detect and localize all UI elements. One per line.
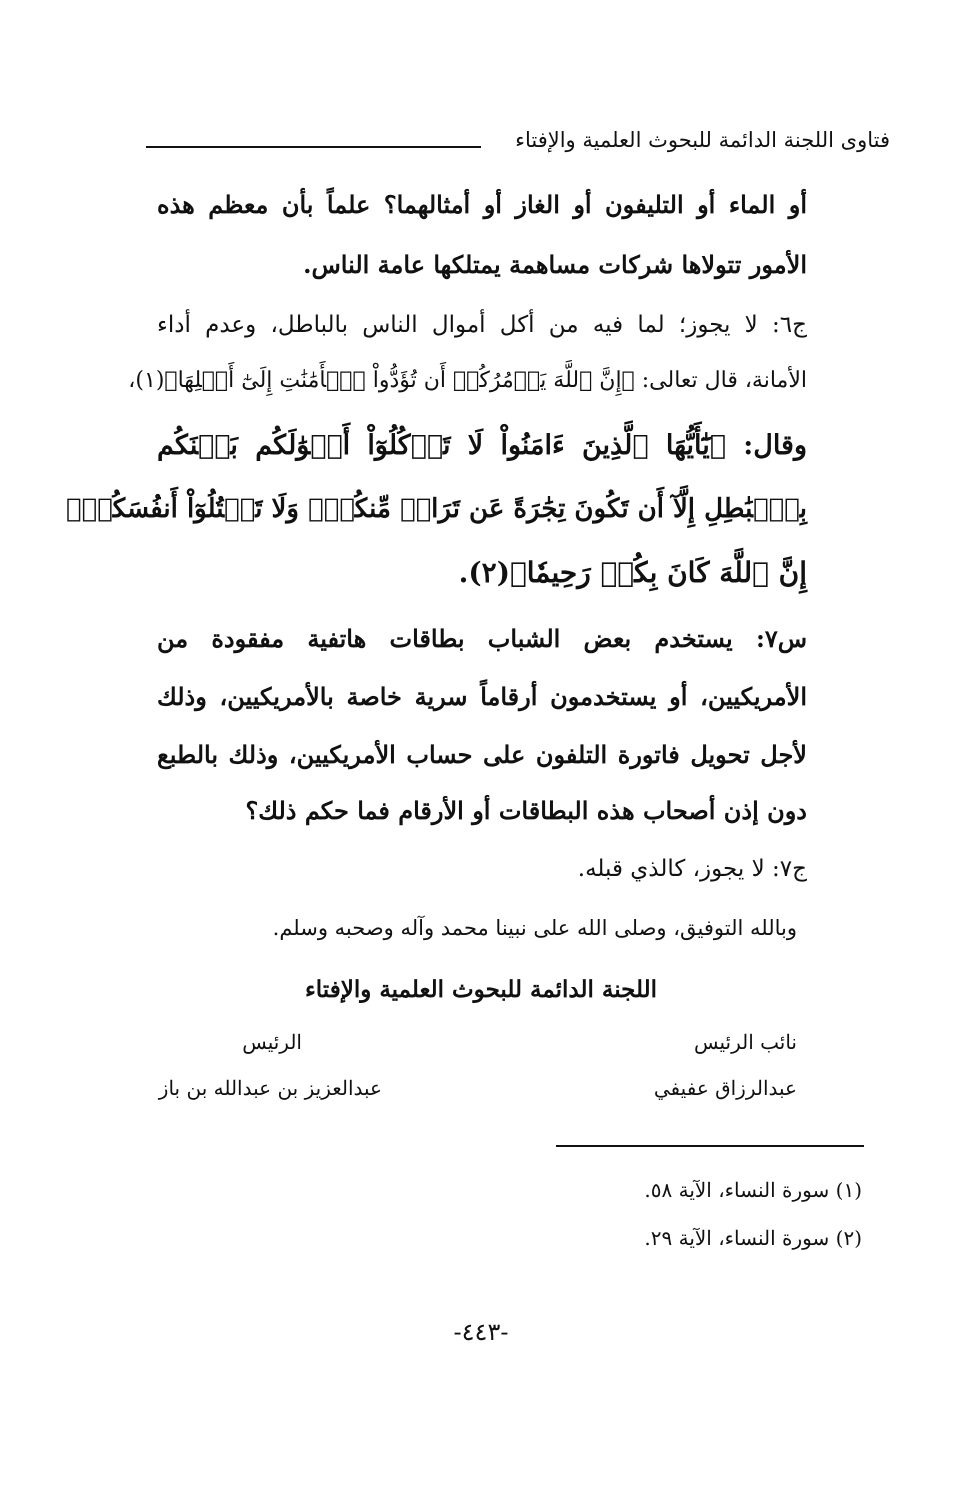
chair-title: الرئيس bbox=[242, 1030, 302, 1054]
question-continuation-line-1: أو الماء أو التليفون أو الغاز أو أمثالهما؟ علماً بأن معظم هذه bbox=[157, 190, 807, 219]
question-continuation-line-2: الأمور تتولاها شركات مساهمة يمتلكها عامة الناس. bbox=[303, 250, 807, 279]
header-rule bbox=[146, 146, 481, 148]
answer-6-line-4: بِٱلۡبَٰطِلِ إِلَّآ أَن تَكُونَ تِجَٰرَةً عَن تَرَاضٖ مِّنكُمۡۚ وَلَا تَقۡتُلُوٓاْ أَنفُسَكُمۡۚ bbox=[65, 494, 807, 524]
footnote-rule bbox=[556, 1145, 864, 1147]
answer-6-line-2: الأمانة، قال تعالى: ﴿إِنَّ ٱللَّهَ يَأۡمُرُكُمۡ أَن تُؤَدُّواْ ٱلۡأَمَٰنَٰتِ إِلَىٰٓ أَهۡلِهَا﴾(١)، bbox=[128, 368, 807, 393]
question-7-line-2: الأمريكيين، أو يستخدمون أرقاماً سرية خاصة بالأمريكيين، وذلك bbox=[157, 682, 807, 711]
closing-line: وبالله التوفيق، وصلى الله على نبينا محمد وآله وصحبه وسلم. bbox=[272, 916, 797, 940]
answer-6-line-5: إِنَّ ٱللَّهَ كَانَ بِكُمۡ رَحِيمٗا﴾(٢). bbox=[458, 556, 807, 589]
question-7-line-4: دون إذن أصحاب هذه البطاقات أو الأرقام فما حكم ذلك؟ bbox=[245, 796, 807, 825]
question-7-line-3: لأجل تحويل فاتورة التلفون على حساب الأمريكيين، وذلك بالطبع bbox=[157, 740, 807, 769]
footnote-2: (٢) سورة النساء، الآية ٢٩. bbox=[644, 1226, 862, 1250]
answer-6-line-3: وقال: ﴿يَٰٓأَيُّهَا ٱلَّذِينَ ءَامَنُواْ لَا تَأۡكُلُوٓاْ أَمۡوَٰلَكُم بَيۡنَكُم bbox=[157, 430, 807, 461]
question-7-line-1: س٧: يستخدم بعض الشباب بطاقات هاتفية مفقودة من bbox=[157, 624, 807, 653]
committee-name: اللجنة الدائمة للبحوث العلمية والإفتاء bbox=[304, 976, 658, 1003]
page-number: -٤٤٣- bbox=[453, 1318, 509, 1346]
deputy-title: نائب الرئيس bbox=[693, 1030, 797, 1054]
answer-6-line-1: ج٦: لا يجوز؛ لما فيه من أكل أموال الناس بالباطل، وعدم أداء bbox=[157, 312, 807, 338]
running-header-title: فتاوى اللجنة الدائمة للبحوث العلمية والإفتاء bbox=[515, 128, 890, 152]
chair-name: عبدالعزيز بن عبدالله بن باز bbox=[158, 1076, 382, 1100]
footnote-1: (١) سورة النساء، الآية ٥٨. bbox=[644, 1178, 862, 1202]
deputy-name: عبدالرزاق عفيفي bbox=[653, 1076, 797, 1100]
answer-7: ج٧: لا يجوز، كالذي قبله. bbox=[577, 856, 807, 882]
